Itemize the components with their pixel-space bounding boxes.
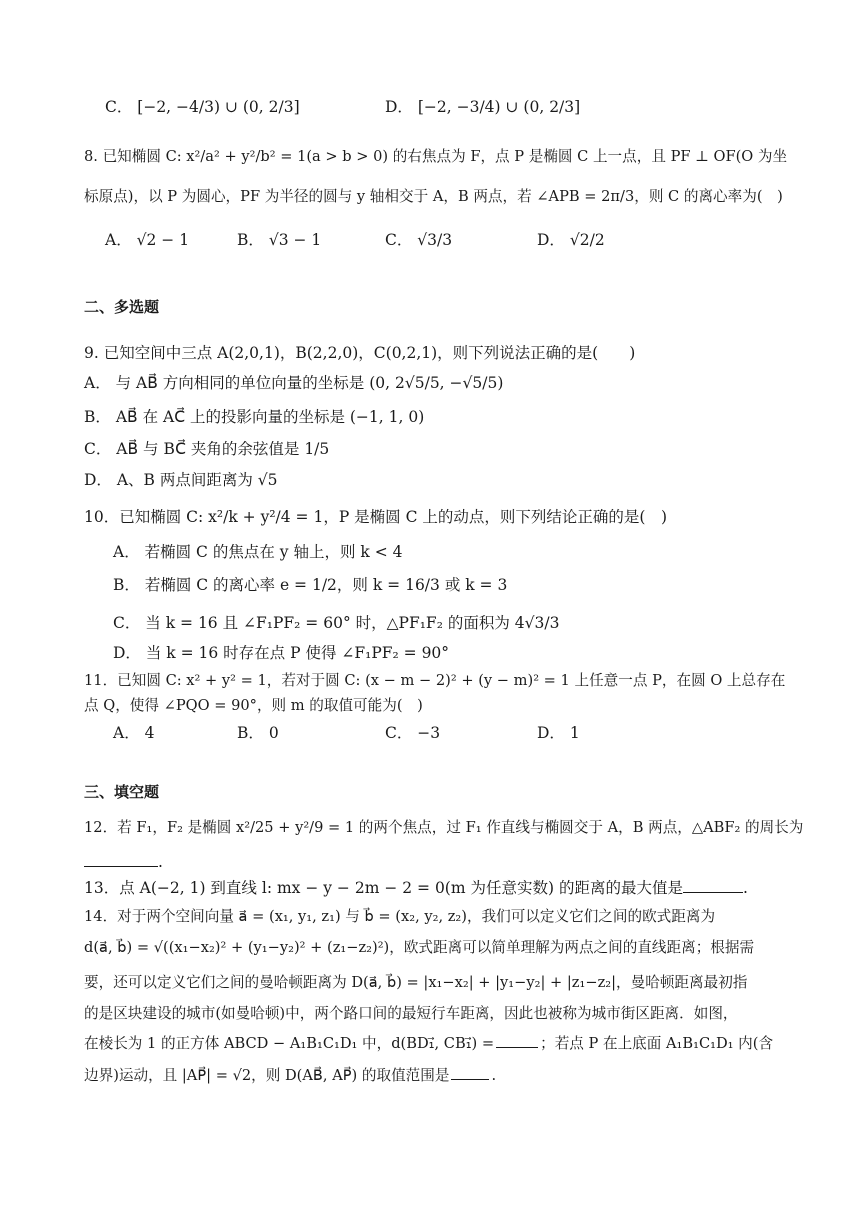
section-heading-fill-in: 三、填空题 — [84, 783, 160, 801]
q8-option-d: D． √2/2 — [537, 231, 605, 249]
q14-line4: 的是区块建设的城市(如曼哈顿)中，两个路口间的最短行车距离，因此也被称为城市街区距离．如图， — [84, 1005, 738, 1022]
q9-option-b: B． AB⃗ 在 AC⃗ 上的投影向量的坐标是 (−1, 1, 0) — [84, 408, 425, 426]
q14-line1: 14．对于两个空间向量 a⃗ = (x₁, y₁, z₁) 与 b⃗ = (x₂, y₂, z₂)，我们可以定义它们之间的欧式距离为 — [84, 908, 716, 925]
q11-option-c: C． −3 — [385, 724, 441, 742]
q14-line2: d(a⃗, b⃗) = √((x₁−x₂)² + (y₁−y₂)² + (z₁−z₂)²)，欧式距离可以简单理解为两点之间的直线距离；根据需 — [84, 939, 755, 956]
q11-option-a: A． 4 — [113, 724, 155, 742]
q10-option-b: B． 若椭圆 C 的离心率 e = 1/2，则 k = 16/3 或 k = 3 — [113, 576, 508, 594]
q7-option-c: C． [−2, −4/3) ∪ (0, 2/3] — [105, 98, 300, 116]
q8-option-a: A． √2 − 1 — [105, 231, 190, 249]
q13-stem: 13．点 A(−2, 1) 到直线 l: mx − y − 2m − 2 = 0(m 为任意实数) 的距离的最大值是 — [84, 879, 683, 897]
q8-stem-line1: 8. 已知椭圆 C: x²/a² + y²/b² = 1(a > b > 0) 的右焦点为 F，点 P 是椭圆 C 上一点，且 PF ⊥ OF(O 为坐 — [84, 148, 788, 165]
q11-stem-line2: 点 Q，使得 ∠PQO = 90°，则 m 的取值可能为( ) — [84, 697, 423, 714]
q14-line6-text-a: 边界)运动，且 |AP⃗| = √2，则 D(AB⃗, AP⃗) 的取值范围是 — [84, 1067, 450, 1084]
q9-option-a: A． 与 AB⃗ 方向相同的单位向量的坐标是 (0, 2√5/5, −√5/5) — [84, 374, 504, 392]
q12-stem: 12．若 F₁，F₂ 是椭圆 x²/25 + y²/9 = 1 的两个焦点，过 F₁ 作直线与椭圆交于 A，B 两点，△ABF₂ 的周长为 — [84, 819, 804, 836]
q8-stem-line2: 标原点)，以 P 为圆心，PF 为半径的圆与 y 轴相交于 A，B 两点，若 ∠APB = 2π/3，则 C 的离心率为( ) — [84, 188, 783, 205]
q14-line5 — [84, 1031, 773, 1055]
q10-option-d: D． 当 k = 16 时存在点 P 使得 ∠F₁PF₂ = 90° — [113, 644, 450, 662]
q10-option-a: A． 若椭圆 C 的焦点在 y 轴上，则 k < 4 — [113, 543, 403, 561]
q8-option-c: C． √3/3 — [385, 231, 453, 249]
q8-option-b: B． √3 − 1 — [237, 231, 322, 249]
q14-line6 — [84, 1063, 496, 1087]
q14-line5-text-b: ；若点 P 在上底面 A₁B₁C₁D₁ 内(含 — [540, 1035, 774, 1052]
q7-option-d: D． [−2, −3/4) ∪ (0, 2/3] — [385, 98, 581, 116]
q14-answer-blank-1[interactable] — [496, 1031, 538, 1048]
q14-line5-text-a: 在棱长为 1 的正方体 ABCD − A₁B₁C₁D₁ 中，d(BD₁⃗, CB₁⃗) = — [84, 1035, 495, 1052]
q14-answer-blank-2[interactable] — [451, 1063, 489, 1080]
q14-line3: 要，还可以定义它们之间的曼哈顿距离为 D(a⃗, b⃗) = |x₁−x₂| + |y₁−y₂| + |z₁−z₂|，曼哈顿距离最初指 — [84, 974, 748, 991]
q9-stem: 9. 已知空间中三点 A(2,0,1)，B(2,2,0)，C(0,2,1)，则下列说法正确的是( ) — [84, 344, 636, 362]
q13-tail: . — [742, 879, 748, 897]
q9-option-c: C． AB⃗ 与 BC⃗ 夹角的余弦值是 1/5 — [84, 440, 330, 458]
q12-answer-blank[interactable] — [84, 850, 158, 867]
q14-line6-tail: . — [491, 1067, 497, 1084]
q10-option-c: C． 当 k = 16 且 ∠F₁PF₂ = 60° 时，△PF₁F₂ 的面积为 4√3/3 — [113, 614, 560, 632]
q11-stem-line1: 11．已知圆 C: x² + y² = 1，若对于圆 C: (x − m − 2)² + (y − m)² = 1 上任意一点 P，在圆 O 上总存在 — [84, 672, 786, 689]
section-heading-multiple-choice: 二、多选题 — [84, 298, 160, 316]
q13-line — [84, 876, 748, 899]
q9-option-d: D． A、B 两点间距离为 √5 — [84, 471, 278, 489]
q13-answer-blank[interactable] — [683, 876, 743, 893]
q12-answer-line — [84, 850, 163, 873]
q12-tail: . — [158, 853, 163, 871]
q11-option-b: B． 0 — [237, 724, 279, 742]
q11-option-d: D． 1 — [537, 724, 580, 742]
q10-stem: 10．已知椭圆 C: x²/k + y²/4 = 1，P 是椭圆 C 上的动点，则下列结论正确的是( ) — [84, 508, 667, 526]
